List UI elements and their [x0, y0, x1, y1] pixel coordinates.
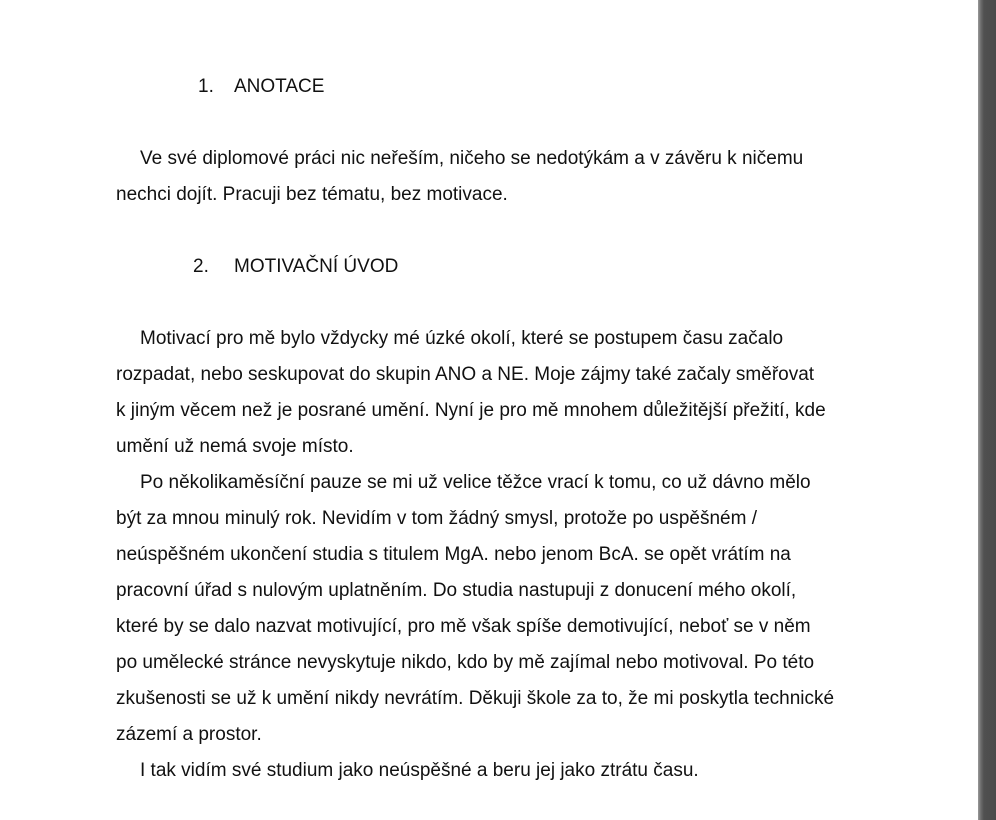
paragraph [116, 753, 699, 789]
section-title: MOTIVAČNÍ ÚVOD [234, 256, 399, 277]
text-line: umění už nemá svoje místo. [116, 436, 354, 457]
text-line: rozpadat, nebo seskupovat do skupin ANO a NE. Moje zájmy také začaly směřovat [116, 364, 815, 385]
text-line: které by se dalo nazvat motivující, pro mě však spíše demotivující, neboť se v něm [116, 616, 811, 637]
paragraph [116, 141, 803, 213]
text-line: Motivací pro mě bylo vždycky mé úzké okolí, které se postupem času začalo [140, 328, 784, 349]
text-line: nechci dojít. Pracuji bez tématu, bez motivace. [116, 184, 508, 205]
text-line: neúspěšném ukončení studia s titulem MgA. nebo jenom BcA. se opět vrátím na [116, 544, 791, 565]
text-line: I tak vidím své studium jako neúspěšné a beru jej jako ztrátu času. [140, 760, 699, 781]
paragraph [116, 321, 826, 465]
text-line: být za mnou minulý rok. Nevidím v tom žádný smysl, protože po uspěšném / [116, 508, 757, 529]
text-line: zkušenosti se už k umění nikdy nevrátím. Děkuji škole za to, že mi poskytla technické [116, 688, 835, 709]
text-line: pracovní úřad s nulovým uplatněním. Do studia nastupuji z donucení mého okolí, [116, 580, 797, 601]
text-line: Ve své diplomové práci nic neřeším, ničeho se nedotýkám a v závěru k ničemu [140, 148, 804, 169]
text-line: Po několikaměsíční pauze se mi už velice těžce vrací k tomu, co už dávno mělo [140, 472, 811, 493]
text-line: zázemí a prostor. [116, 724, 262, 745]
section-number: 2. [193, 256, 209, 277]
text-line: po umělecké stránce nevyskytuje nikdo, kdo by mě zajímal nebo motivoval. Po této [116, 652, 815, 673]
section-title: ANOTACE [234, 76, 325, 97]
section-number: 1. [198, 76, 214, 97]
page-edge-shadow [978, 0, 996, 820]
text-line: k jiným věcem než je posrané umění. Nyní je pro mě mnohem důležitější přežití, kde [116, 400, 826, 421]
paragraph [116, 465, 834, 753]
